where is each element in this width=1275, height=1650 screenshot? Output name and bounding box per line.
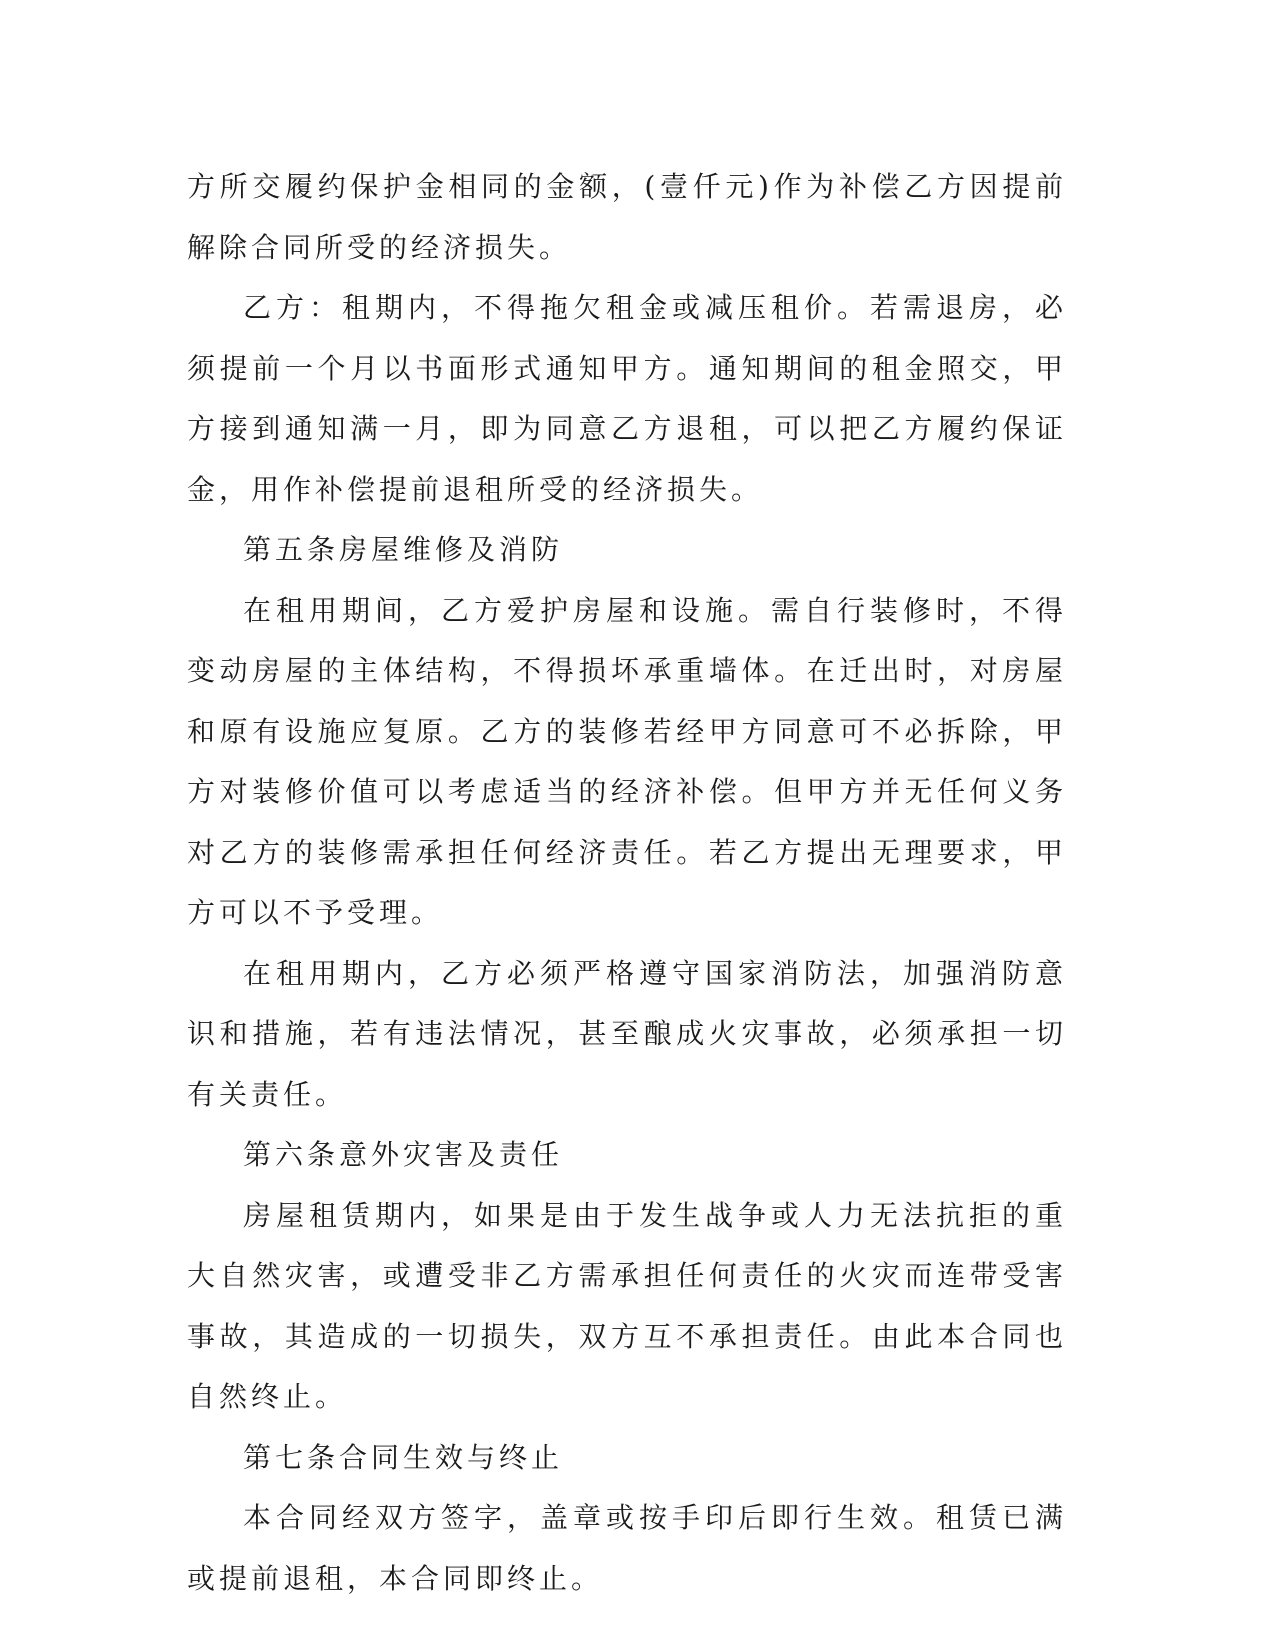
section-heading-article-5: 第五条房屋维修及消防 [243, 533, 564, 566]
paragraph-contract-effect: 本合同经双方签字，盖章或按手印后即行生效。租赁已满或提前退租，本合同即终止。 [187, 1501, 1067, 1595]
paragraph-fire-safety: 在租用期内，乙方必须严格遵守国家消防法，加强消防意识和措施，若有违法情况，甚至酿成火灾事故，必须承担一切有关责任。 [187, 956, 1067, 1111]
paragraph-renovation: 在租用期间，乙方爱护房屋和设施。需自行装修时，不得变动房屋的主体结构，不得损坏承重墙体。在迁出时，对房屋和原有设施应复原。乙方的装修若经甲方同意可不必拆除，甲方对装修价值可以考虑适当的经济补偿。但甲方并无任何义务对乙方的装修需承担任何经济责任。若乙方提出无理要求，甲方可以不予受理。 [187, 593, 1067, 929]
section-heading-article-7: 第七条合同生效与终止 [243, 1440, 564, 1474]
document-body [187, 157, 1067, 1609]
paragraph-compensation-continued: 方所交履约保护金相同的金额，(壹仟元)作为补偿乙方因提前解除合同所受的经济损失。 [187, 170, 1067, 264]
paragraph-force-majeure: 房屋租赁期内，如果是由于发生战争或人力无法抗拒的重大自然灾害，或遭受非乙方需承担任何责任的火灾而连带受害事故，其造成的一切损失，双方互不承担责任。由此本合同也自然终止。 [187, 1198, 1067, 1413]
paragraph-party-b-obligations: 乙方：租期内，不得拖欠租金或减压租价。若需退房，必须提前一个月以书面形式通知甲方。通知期间的租金照交，甲方接到通知满一月，即为同意乙方退租，可以把乙方履约保证金，用作补偿提前退租所受的经济损失。 [187, 291, 1067, 506]
section-heading-article-6: 第六条意外灾害及责任 [243, 1138, 564, 1171]
